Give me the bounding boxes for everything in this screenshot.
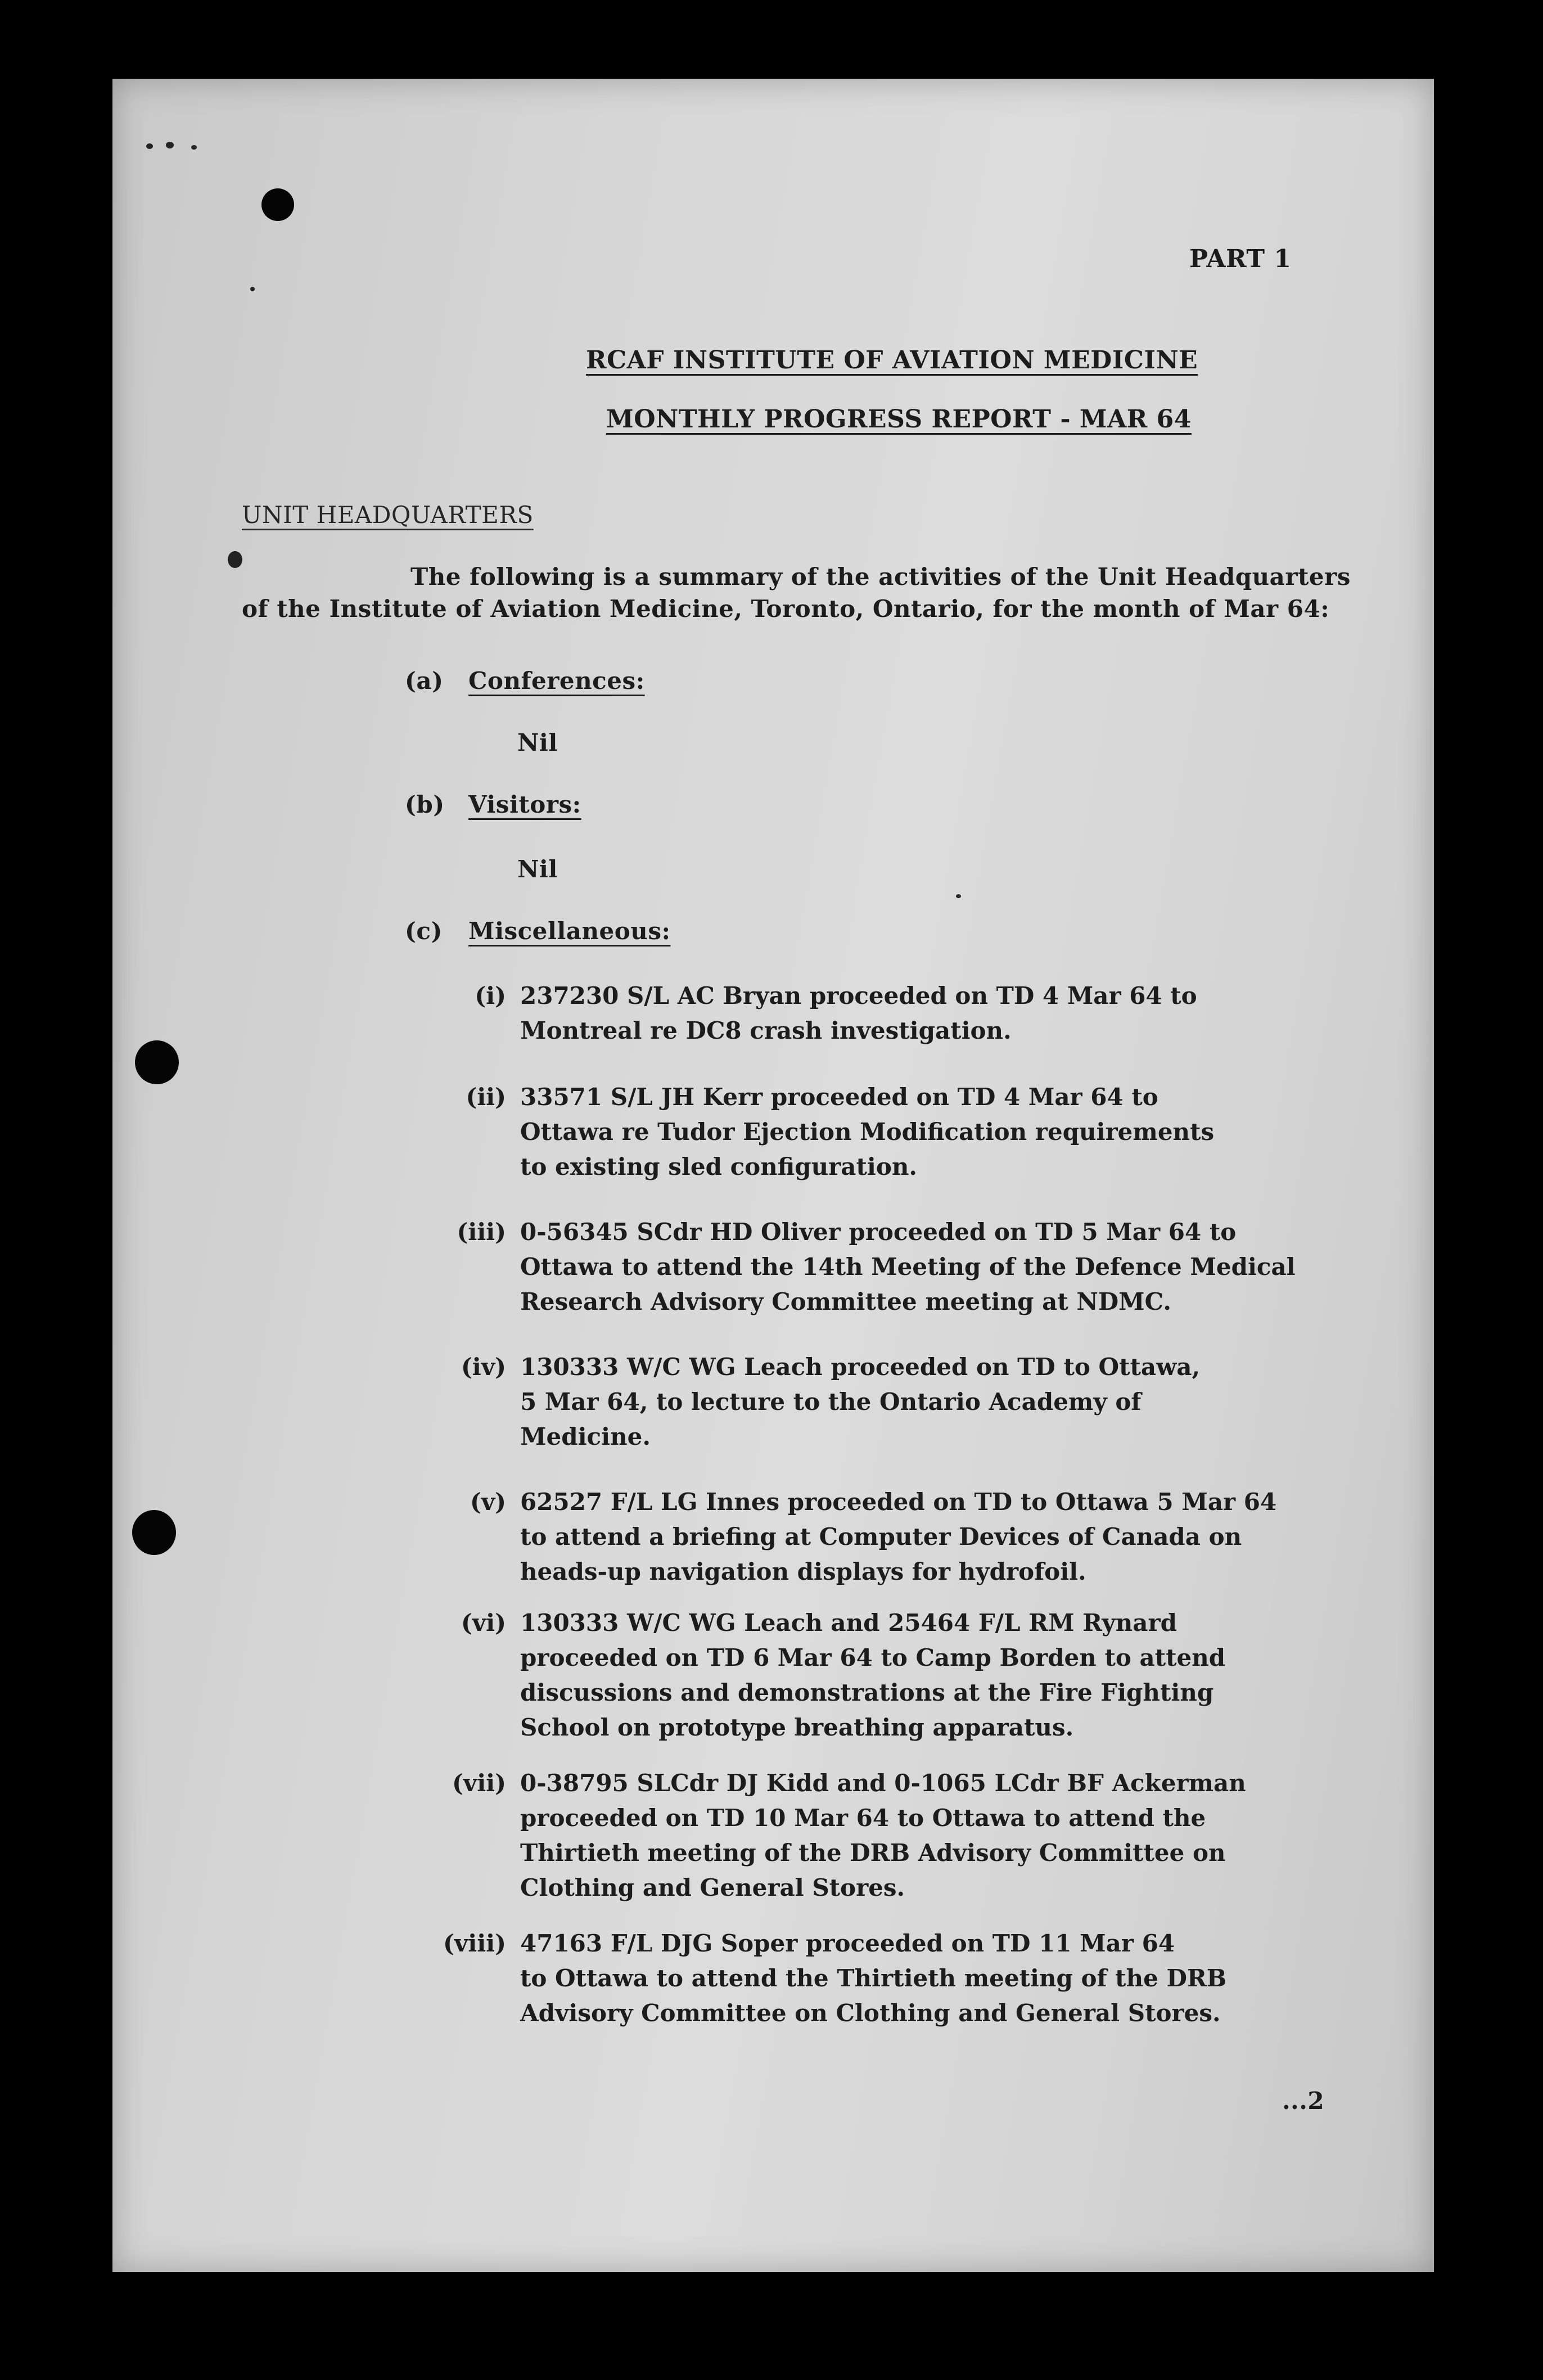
- misc-item-number: (iv): [461, 1353, 506, 1381]
- misc-item-line: 130333 W/C WG Leach proceeded on TD to Ottawa,: [520, 1353, 1201, 1381]
- misc-item-line: 0-38795 SLCdr DJ Kidd and 0-1065 LCdr BF Ackerman: [520, 1769, 1246, 1797]
- misc-item-number: (iii): [457, 1218, 506, 1246]
- speck: [191, 145, 197, 150]
- misc-item-vii: [520, 1766, 1246, 1905]
- misc-item-line: 47163 F/L DJG Soper proceeded on TD 11 Mar 64: [520, 1930, 1175, 1957]
- subsection-a-label: (a): [405, 667, 444, 695]
- misc-item-number: (ii): [466, 1083, 506, 1111]
- misc-item-line: to existing sled configuration.: [520, 1153, 918, 1180]
- misc-item-number: (vii): [452, 1769, 506, 1797]
- misc-item-ii: [520, 1080, 1214, 1184]
- part-label: PART 1: [1189, 245, 1292, 273]
- misc-item-v: [520, 1485, 1276, 1589]
- misc-item-number: (i): [475, 982, 506, 1009]
- document-page: [112, 79, 1434, 2272]
- misc-item-number: (viii): [443, 1930, 506, 1957]
- misc-item-line: Medicine.: [520, 1423, 651, 1450]
- intro-line-2: of the Institute of Aviation Medicine, Toronto, Ontario, for the month of Mar 64:: [242, 595, 1330, 623]
- misc-item-line: proceeded on TD 10 Mar 64 to Ottawa to attend the: [520, 1804, 1206, 1832]
- misc-item-line: 33571 S/L JH Kerr proceeded on TD 4 Mar 64 to: [520, 1083, 1158, 1111]
- misc-item-i: [520, 979, 1197, 1048]
- misc-item-vi: [520, 1606, 1225, 1745]
- misc-item-iv: [520, 1350, 1200, 1454]
- misc-item-line: Research Advisory Committee meeting at NDMC.: [520, 1288, 1171, 1315]
- subsection-a-heading: Conferences:: [468, 667, 645, 695]
- subsection-c-label: (c): [405, 917, 443, 945]
- misc-item-line: 130333 W/C WG Leach and 25464 F/L RM Rynard: [520, 1609, 1177, 1637]
- subsection-a-text: Nil: [517, 729, 558, 756]
- misc-item-line: Ottawa re Tudor Ejection Modification requirements: [520, 1118, 1215, 1146]
- subsection-b-label: (b): [405, 791, 445, 818]
- misc-item-line: proceeded on TD 6 Mar 64 to Camp Borden to attend: [520, 1644, 1226, 1671]
- misc-item-number: (v): [470, 1488, 506, 1516]
- misc-item-line: to Ottawa to attend the Thirtieth meeting of the DRB: [520, 1964, 1227, 1992]
- subsection-b-text: Nil: [517, 855, 558, 883]
- misc-item-line: discussions and demonstrations at the Fire Fighting: [520, 1679, 1214, 1706]
- speck: [956, 894, 961, 898]
- intro-line-1: The following is a summary of the activities of the Unit Headquarters: [410, 563, 1351, 591]
- misc-item-line: Montreal re DC8 crash investigation.: [520, 1017, 1012, 1044]
- speck: [146, 143, 153, 149]
- misc-item-line: Ottawa to attend the 14th Meeting of the Defence Medical: [520, 1253, 1296, 1281]
- misc-item-number: (vi): [461, 1609, 506, 1637]
- punch-hole-middle: [135, 1040, 179, 1084]
- misc-item-line: 0-56345 SCdr HD Oliver proceeded on TD 5 Mar 64 to: [520, 1218, 1237, 1246]
- misc-item-line: 237230 S/L AC Bryan proceeded on TD 4 Mar 64 to: [520, 982, 1197, 1009]
- speck: [228, 551, 242, 568]
- misc-item-line: Advisory Committee on Clothing and General Stores.: [520, 1999, 1221, 2027]
- speck: [166, 142, 174, 148]
- misc-item-line: 62527 F/L LG Innes proceeded on TD to Ottawa 5 Mar 64: [520, 1488, 1277, 1516]
- misc-item-line: Clothing and General Stores.: [520, 1874, 905, 1901]
- misc-item-iii: [520, 1215, 1296, 1319]
- misc-item-line: Thirtieth meeting of the DRB Advisory Committee on: [520, 1839, 1226, 1867]
- misc-item-line: heads-up navigation displays for hydrofoil.: [520, 1558, 1086, 1585]
- subsection-b-heading: Visitors:: [468, 791, 581, 818]
- misc-item-line: to attend a briefing at Computer Devices of Canada on: [520, 1523, 1242, 1550]
- report-subtitle: MONTHLY PROGRESS REPORT - MAR 64: [606, 405, 1192, 434]
- continuation-marker: ...2: [1282, 2087, 1325, 2115]
- punch-hole-top: [261, 188, 294, 221]
- misc-item-viii: [520, 1926, 1226, 2031]
- section-heading: UNIT HEADQUARTERS: [242, 501, 534, 529]
- misc-item-line: School on prototype breathing apparatus.: [520, 1714, 1074, 1741]
- report-title: RCAF INSTITUTE OF AVIATION MEDICINE: [586, 346, 1198, 375]
- misc-item-line: 5 Mar 64, to lecture to the Ontario Academy of: [520, 1388, 1142, 1416]
- speck: [250, 287, 255, 291]
- punch-hole-bottom: [132, 1510, 176, 1555]
- subsection-c-heading: Miscellaneous:: [468, 917, 671, 945]
